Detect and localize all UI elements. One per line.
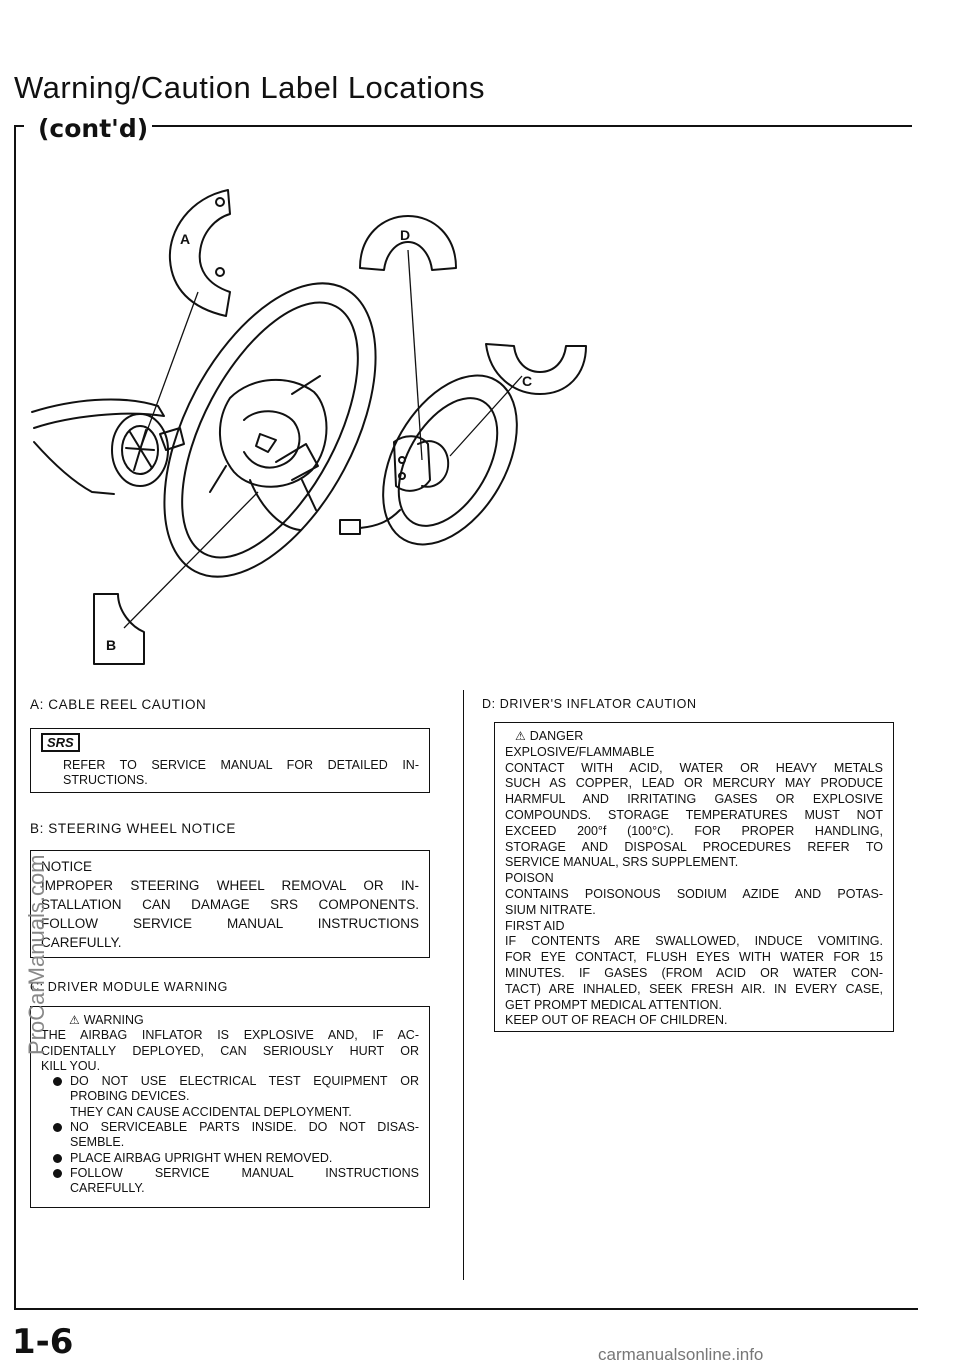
- label-d-line: TACT) ARE INHALED, SEEK FRESH AIR. IN EVERY CASE,: [505, 981, 883, 996]
- label-c-bullet: PLACE AIRBAG UPRIGHT WHEN REMOVED.: [41, 1151, 419, 1166]
- label-a-heading: A: CABLE REEL CAUTION: [30, 697, 207, 712]
- label-d-line: GET PROMPT MEDICAL ATTENTION.: [505, 997, 722, 1012]
- steering-wheel-airbag-diagram: [30, 180, 590, 680]
- label-c-box: [30, 1006, 430, 1208]
- label-b-line: CAREFULLY.: [41, 935, 122, 950]
- label-d-line: SIUM NITRATE.: [505, 902, 596, 917]
- label-b-line: STALLATION CAN DAMAGE SRS COMPONENTS.: [41, 897, 419, 912]
- label-d-line: SERVICE MANUAL, SRS SUPPLEMENT.: [505, 855, 739, 870]
- callout-a: A: [180, 231, 191, 247]
- side-watermark: ProCarManuals.com: [24, 854, 49, 1055]
- label-d-line: EXPLOSIVE/FLAMMABLE: [505, 744, 655, 759]
- label-d-line: HARMFUL AND IRRITATING GASES OR EXPLOSIVE: [505, 792, 883, 807]
- label-a-line: STRUCTIONS.: [63, 773, 148, 787]
- label-d-line: IF CONTENTS ARE SWALLOWED, INDUCE VOMITING.: [505, 934, 883, 949]
- label-d-heading: D: DRIVER'S INFLATOR CAUTION: [482, 697, 697, 711]
- label-c-intro: KILL YOU.: [41, 1058, 101, 1073]
- leader-b: [124, 492, 258, 628]
- page-number: 1-6: [12, 1322, 74, 1362]
- bullet-icon: [53, 1123, 62, 1132]
- leader-a: [140, 292, 198, 450]
- label-d-line: SUCH AS COPPER, LEAD OR MERCURY MAY PRODUCE: [505, 776, 883, 791]
- left-frame-tick: [14, 125, 24, 127]
- callout-d: D: [400, 227, 411, 243]
- label-d-line: CONTACT WITH ACID, WATER OR HEAVY METALS: [505, 760, 883, 775]
- label-b-box: [30, 850, 430, 958]
- label-c-intro: THE AIRBAG INFLATOR IS EXPLOSIVE AND, IF AC-: [41, 1028, 419, 1043]
- label-d-line: COMPOUNDS. STORAGE TEMPERATURES MUST NOT: [505, 807, 883, 822]
- bullet-icon: [53, 1169, 62, 1178]
- continued-label: (cont'd): [38, 114, 149, 143]
- page-title: Warning/Caution Label Locations: [14, 70, 486, 105]
- label-b-line: IMPROPER STEERING WHEEL REMOVAL OR IN-: [41, 878, 419, 893]
- leader-c: [450, 376, 522, 456]
- label-d-line: STORAGE AND DISPOSAL PROCEDURES REFER TO: [505, 839, 883, 854]
- callout-b: B: [106, 637, 117, 653]
- warning-triangle-icon: ⚠: [69, 1013, 80, 1027]
- label-d-line: FIRST AID: [505, 918, 565, 933]
- label-c-sticker: [486, 344, 586, 394]
- bullet-icon: [53, 1154, 62, 1163]
- label-c-intro: CIDENTALLY DEPLOYED, CAN SERIOUSLY HURT OR: [41, 1043, 419, 1058]
- label-a-box: [30, 728, 430, 793]
- label-a-line: REFER TO SERVICE MANUAL FOR DETAILED IN-: [63, 758, 419, 772]
- label-b-line: NOTICE: [41, 859, 93, 874]
- label-c-bullet: DO NOT USE ELECTRICAL TEST EQUIPMENT OR PROBING DEVICES. THEY CAN CAUSE ACCIDENTAL DEPLOYMENT.: [41, 1074, 419, 1120]
- warning-triangle-icon: ⚠: [515, 729, 526, 743]
- left-frame-rule: [14, 125, 16, 1310]
- callout-c: C: [522, 373, 533, 389]
- label-d-line: KEEP OUT OF REACH OF CHILDREN.: [505, 1013, 728, 1028]
- label-d-box: [494, 722, 894, 1032]
- label-d-danger-title: ⚠ DANGER: [515, 729, 584, 743]
- label-d-sticker: [360, 216, 456, 270]
- footer-rule: [14, 1308, 918, 1310]
- label-d-line: EXCEED 200°f (100°C). FOR PROPER HANDLING,: [505, 823, 883, 838]
- label-c-bullet: NO SERVICEABLE PARTS INSIDE. DO NOT DISAS- SEMBLE.: [41, 1120, 419, 1151]
- label-d-line: MINUTES. IF GASES (FROM ACID OR WATER CON-: [505, 965, 883, 980]
- label-d-line: POISON: [505, 871, 554, 886]
- label-b-heading: B: STEERING WHEEL NOTICE: [30, 821, 236, 836]
- label-b-line: FOLLOW SERVICE MANUAL INSTRUCTIONS: [41, 916, 419, 931]
- label-c-heading: C: DRIVER MODULE WARNING: [30, 980, 228, 994]
- srs-badge: SRS: [41, 733, 80, 752]
- footer-site-watermark: carmanualsonline.info: [598, 1345, 764, 1364]
- bullet-icon: [53, 1077, 62, 1086]
- label-d-line: FOR EYE CONTACT, FLUSH EYES WITH WATER FOR 15: [505, 950, 883, 965]
- label-c-warning-title: ⚠ WARNING: [69, 1013, 144, 1027]
- header-rule: [152, 125, 912, 127]
- column-divider: [463, 690, 464, 1280]
- label-c-bullet: FOLLOW SERVICE MANUAL INSTRUCTIONS CAREFULLY.: [41, 1166, 419, 1197]
- label-d-line: CONTAINS POISONOUS SODIUM AZIDE AND POTAS-: [505, 886, 883, 901]
- leader-d: [408, 250, 422, 460]
- label-a-sticker: [170, 190, 230, 316]
- label-b-sticker: [94, 594, 144, 664]
